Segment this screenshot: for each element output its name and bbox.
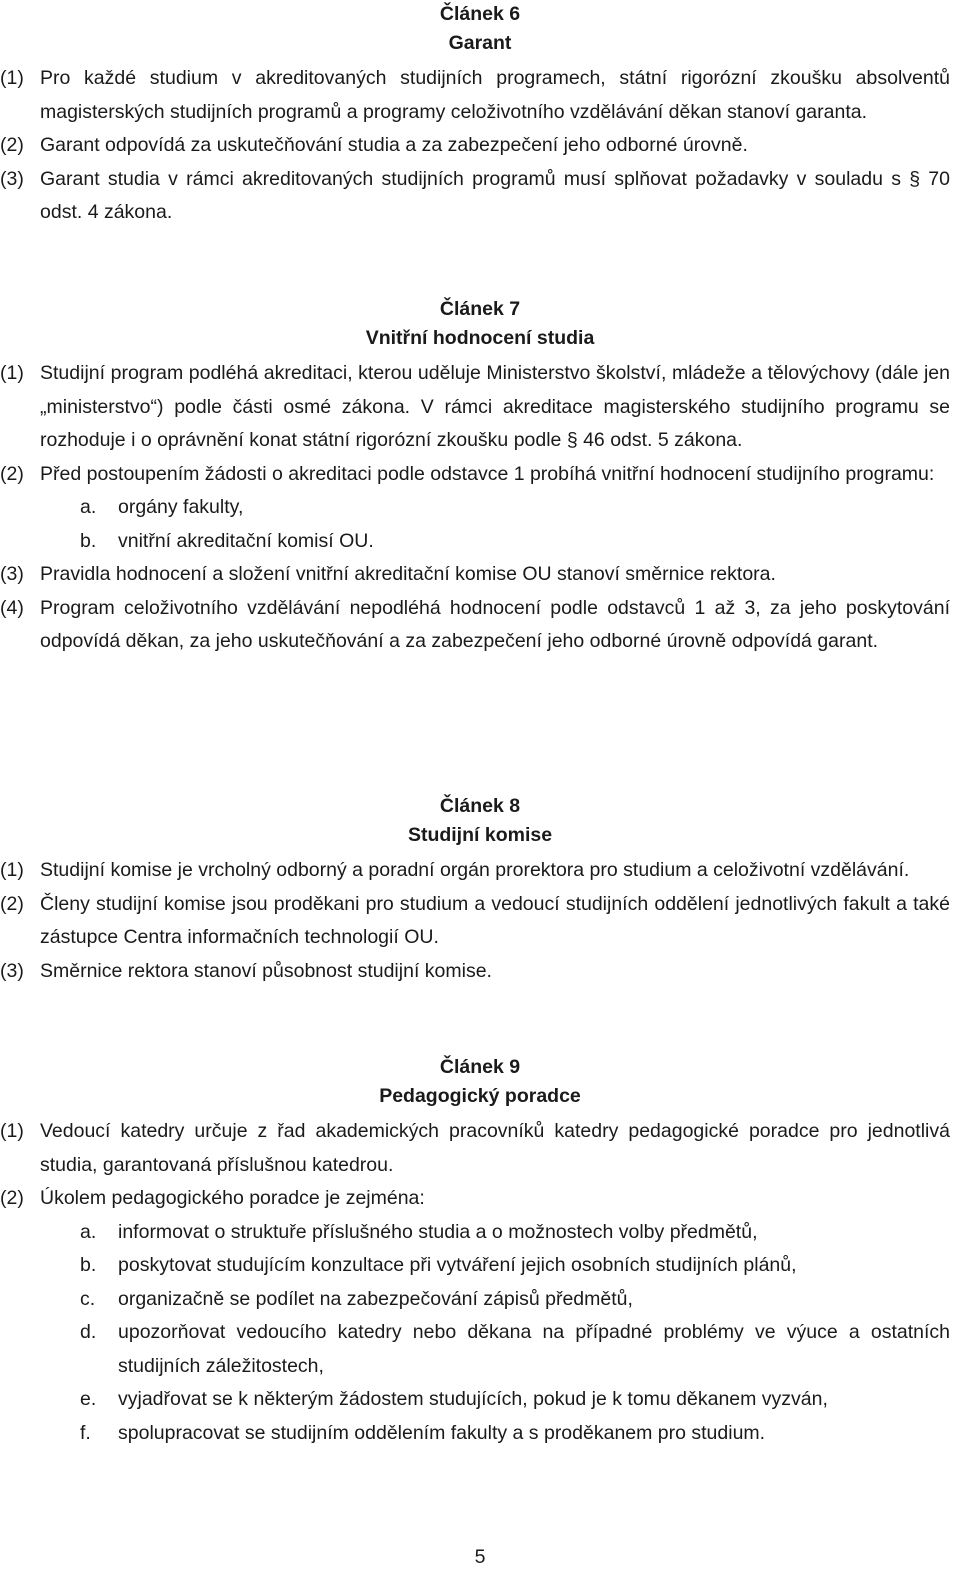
paragraph-number: (1)	[0, 67, 24, 89]
list-item-text: organizačně se podílet na zabezpečování zápisů předmětů,	[118, 1287, 633, 1310]
paragraph-number: (1)	[0, 859, 24, 881]
article-8-subtitle: Studijní komise	[407, 824, 553, 846]
paragraph-text: Pro každé studium v akreditovaných studijních programech, státní rigorózní zkoušku absolventů magisterských studijních programů a programy celoživotního vzdělávání děkan stanoví garanta.	[40, 67, 950, 123]
article-6-subtitle: Garant	[448, 32, 512, 54]
paragraph	[0, 357, 950, 458]
list-item-text: vyjadřovat se k některým žádostem studujících, pokud je k tomu děkanem vyzván,	[118, 1388, 828, 1410]
paragraph	[0, 129, 950, 163]
list-marker: e.	[80, 1388, 97, 1410]
paragraph-text: Program celoživotního vzdělávání nepodléhá hodnocení podle odstavců 1 až 3, za jeho poskytování odpovídá děkan, za jeho uskutečňování a za zabezpečení jeho odborné úrovně odpovídá garant.	[40, 596, 950, 652]
paragraph-number: (2)	[0, 892, 24, 915]
list-item	[0, 1383, 950, 1417]
paragraph-text: Garant odpovídá za uskutečňování studia a za zabezpečení jeho odborné úrovně.	[40, 134, 748, 156]
paragraph-text: Směrnice rektora stanoví působnost studijní komise.	[40, 959, 492, 982]
list-item	[0, 1316, 950, 1383]
paragraph-text: Úkolem pedagogického poradce je zejména:	[40, 1187, 425, 1209]
paragraph-text: Garant studia v rámci akreditovaných studijních programů musí splňovat požadavky v souladu s § 70 odst. 4 zákona.	[40, 167, 950, 223]
list-marker: d.	[80, 1321, 97, 1343]
article-8-title: Článek 8	[439, 795, 521, 817]
paragraph-text: Před postoupením žádosti o akreditaci podle odstavce 1 probíhá vnitřní hodnocení studijního programu:	[40, 462, 935, 485]
article-9-title: Článek 9	[439, 1056, 521, 1078]
paragraph-number: (3)	[0, 563, 24, 585]
list-marker: a.	[80, 1220, 97, 1243]
list-item	[0, 1283, 950, 1317]
list-item-text: orgány fakulty,	[118, 496, 244, 518]
list-item	[0, 525, 950, 559]
list	[0, 1216, 960, 1451]
page-number: 5	[474, 1546, 486, 1568]
paragraph	[0, 1115, 950, 1182]
list-item-text: informovat o struktuře příslušného studia a o možnostech volby předmětů,	[118, 1220, 758, 1243]
list-item-text: vnitřní akreditační komisí OU.	[118, 529, 374, 552]
list-item-text: upozorňovat vedoucího katedry nebo děkana na případné problémy ve výuce a ostatních studijních záležitostech,	[118, 1321, 950, 1377]
paragraph-text: Vedoucí katedry určuje z řad akademických pracovníků katedry pedagogické poradce pro jednotlivá studia, garantovaná příslušnou katedrou.	[40, 1120, 950, 1176]
paragraph-text: Členy studijní komise jsou proděkani pro studium a vedoucí studijních oddělení jednotlivých fakult a také zástupce Centra informačních technologií OU.	[40, 892, 950, 948]
paragraph	[0, 854, 950, 888]
paragraph-number: (2)	[0, 134, 24, 156]
list	[0, 491, 960, 558]
article-6	[0, 0, 960, 230]
paragraph	[0, 163, 950, 230]
paragraph-number: (4)	[0, 596, 24, 619]
list-item	[0, 1417, 950, 1451]
article-7	[0, 295, 960, 659]
paragraph	[0, 558, 950, 592]
paragraph-text: Studijní program podléhá akreditaci, kterou uděluje Ministerstvo školství, mládeže a tělovýchovy (dále jen „ministerstvo“) podle části osmé zákona. V rámci akreditace magisterského studijního programu se rozhoduje i o oprávnění konat státní rigorózní zkoušku podle § 46 odst. 5 zákona.	[40, 362, 950, 451]
list-marker: b.	[80, 1254, 97, 1276]
list-item-text: poskytovat studujícím konzultace při vytváření jejich osobních studijních plánů,	[118, 1254, 797, 1276]
paragraph-text: Pravidla hodnocení a složení vnitřní akreditační komise OU stanoví směrnice rektora.	[40, 563, 776, 585]
paragraph	[0, 955, 950, 989]
paragraph-text: Studijní komise je vrcholný odborný a poradní orgán prorektora pro studium a celoživotní vzdělávání.	[40, 859, 910, 881]
paragraph	[0, 458, 950, 492]
list-item-text: spolupracovat se studijním oddělením fakulty a s proděkanem pro studium.	[118, 1421, 766, 1444]
paragraph	[0, 62, 950, 129]
list-item	[0, 1249, 950, 1283]
paragraph-number: (3)	[0, 959, 24, 982]
paragraph-number: (2)	[0, 1187, 24, 1209]
list-item	[0, 1216, 950, 1250]
paragraph-number: (2)	[0, 462, 24, 485]
list-item	[0, 491, 950, 525]
list-marker: a.	[80, 496, 97, 518]
article-7-subtitle: Vnitřní hodnocení studia	[365, 327, 595, 349]
paragraph-number: (1)	[0, 362, 24, 384]
article-9-subtitle: Pedagogický poradce	[379, 1085, 581, 1107]
article-6-title: Článek 6	[439, 3, 521, 25]
paragraph-number: (1)	[0, 1120, 24, 1142]
paragraph	[0, 592, 950, 659]
list-marker: f.	[80, 1421, 91, 1444]
article-7-title: Článek 7	[439, 298, 521, 320]
list-marker: b.	[80, 529, 97, 552]
paragraph	[0, 1182, 950, 1216]
paragraph	[0, 888, 950, 955]
list-marker: c.	[80, 1287, 96, 1310]
article-9	[0, 1053, 960, 1450]
paragraph-number: (3)	[0, 167, 24, 190]
article-8	[0, 792, 960, 988]
